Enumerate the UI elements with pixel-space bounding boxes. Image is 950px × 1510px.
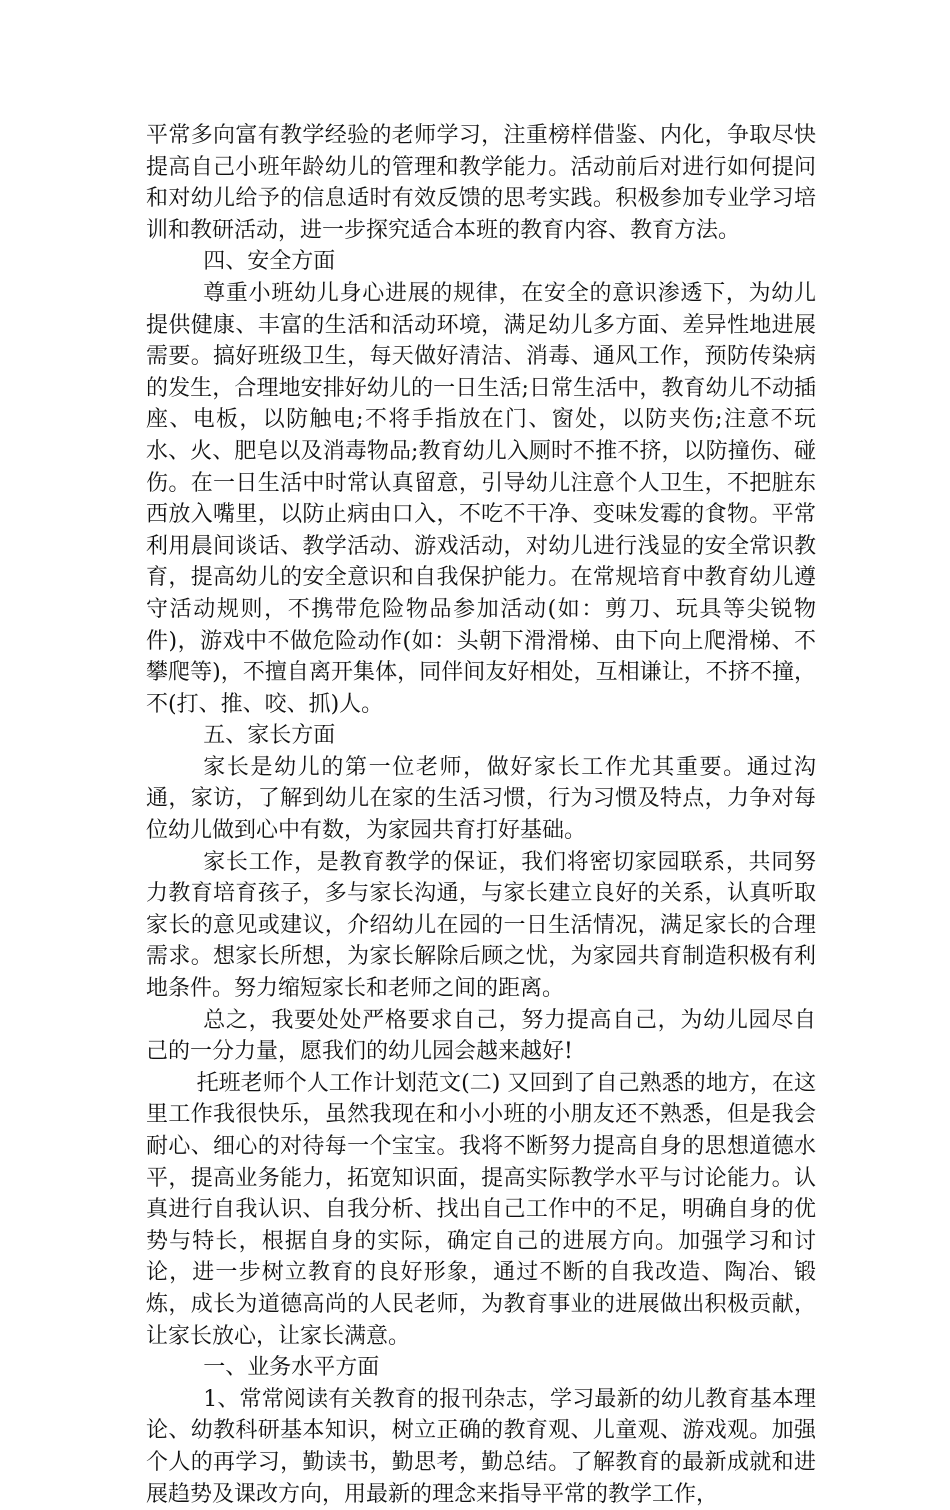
section-heading-professional-level: 一、业务水平方面 (203, 1355, 380, 1381)
section-heading-parents: 五、家长方面 (203, 723, 336, 749)
paragraph-safety: 尊重小班幼儿身心进展的规律，在安全的意识渗透下，为幼儿提供健康、丰富的生活和活动环境，满足幼儿多方面、差异性地进展需要。搞好班级卫生，每天做好清洁、消毒、通风工作，预防传染病的发生，合理地安排好幼儿的一日生活;日常生活中，教育幼儿不动插座、电板，以防触电;不将手指放在门、窗处，以防夹伤;注意不玩水、火、肥皂以及消毒物品;教育幼儿入厕时不推不挤，以防撞伤、碰伤。在一日生活中时常认真留意，引导幼儿注意个人卫生，不把脏东西放入嘴里，以防止病由口入，不吃不干净、变味发霉的食物。平常利用晨间谈话、教学活动、游戏活动，对幼儿进行浅显的安全常识教育，提高幼儿的安全意识和自我保护能力。在常规培育中教育幼儿遵守活动规则，不携带危险物品参加活动(如：剪刀、玩具等尖锐物件)，游戏中不做危险动作(如：头朝下滑滑梯、由下向上爬滑梯、不攀爬等)，不擅自离开集体，同伴间友好相处，互相谦让，不挤不撞，不(打、推、咬、抓)人。 (146, 280, 816, 717)
paragraph-parents-first-teacher: 家长是幼儿的第一位老师，做好家长工作尤其重要。通过沟通，家访，了解到幼儿在家的生活习惯，行为习惯及特点，力争对每位幼儿做到心中有数，为家园共育打好基础。 (146, 754, 816, 844)
paragraph-reading: 1、常常阅读有关教育的报刊杂志，学习最新的幼儿教育基本理论、幼教科研基本知识，树立正确的教育观、儿童观、游戏观。加强个人的再学习，勤读书，勤思考，勤总结。了解教育的最新成就和进展趋势及课改方向，用最新的理念来指导平常的教学工作， (146, 1386, 816, 1507)
section-heading-safety: 四、安全方面 (203, 249, 336, 275)
paragraph-parents-work: 家长工作，是教育教学的保证，我们将密切家园联系，共同努力教育培育孩子，多与家长沟通，与家长建立良好的关系，认真听取家长的意见或建议，介绍幼儿在园的一日生活情况，满足家长的合理需求。想家长所想，为家长解除后顾之忧，为家园共育制造积极有利地条件。努力缩短家长和老师之间的距离。 (146, 849, 816, 1002)
document-body (146, 120, 816, 1510)
paragraph-summary: 总之，我要处处严格要求自己，努力提高自己，为幼儿园尽自己的一分力量，愿我们的幼儿园会越来越好! (146, 1007, 816, 1065)
paragraph-teacher-learning: 平常多向富有教学经验的老师学习，注重榜样借鉴、内化，争取尽快提高自己小班年龄幼儿的管理和教学能力。活动前后对进行如何提问和对幼儿给予的信息适时有效反馈的思考实践。积极参加专业学习培训和教研活动，进一步探究适合本班的教育内容、教育方法。 (146, 123, 816, 243)
paragraph-plan-two-intro: 托班老师个人工作计划范文(二) 又回到了自己熟悉的地方，在这里工作我很快乐，虽然我现在和小小班的小朋友还不熟悉，但是我会耐心、细心的对待每一个宝宝。我将不断努力提高自身的思想道德水平，提高业务能力，拓宽知识面，提高实际教学水平与讨论能力。认真进行自我认识、自我分析、找出自己工作中的不足，明确自身的优势与特长，根据自身的实际，确定自己的进展方向。加强学习和讨论，进一步树立教育的良好形象，通过不断的自我改造、陶冶、锻炼，成长为道德高尚的人民老师，为教育事业的进展做出积极贡献，让家长放心，让家长满意。 (146, 1070, 816, 1349)
